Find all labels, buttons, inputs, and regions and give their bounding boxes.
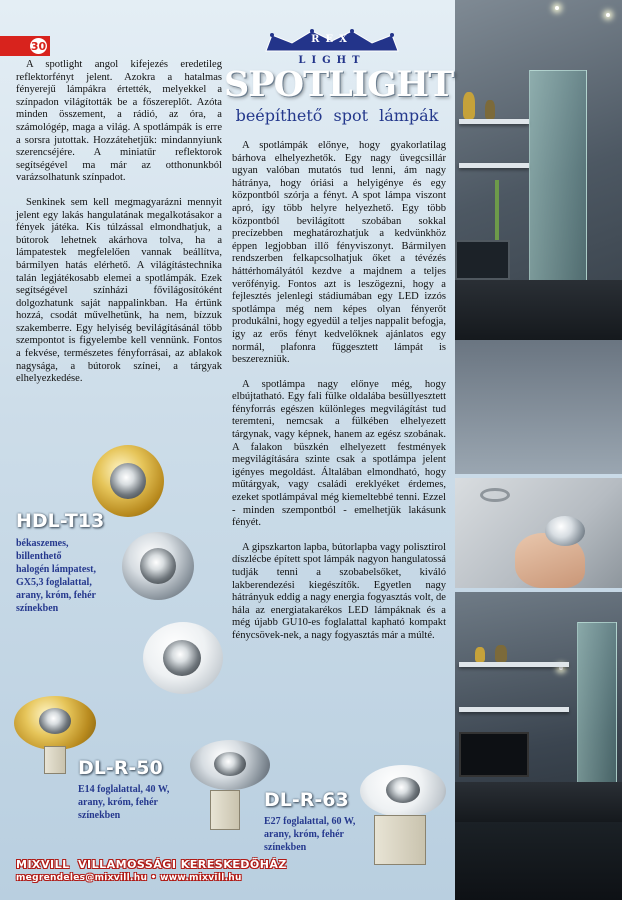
wall-shelf [459, 662, 569, 667]
page-title: SPOTLIGHT [224, 64, 454, 105]
ceiling-spotlight [606, 13, 610, 17]
product-name: DL-R-63 [264, 789, 349, 811]
tv-cabinet [455, 280, 622, 340]
lamp-white-product [143, 622, 223, 694]
lamp-white-product [360, 765, 446, 817]
lamp-gold-product [92, 445, 164, 517]
product-description: békaszemes, billenthető halogén lámpatest, GX5,3 foglalattal, arany, króm, fehér színekben [16, 538, 96, 614]
paragraph: A spotlight angol kifejezés eredetileg reflektorfényt jelent. Azokra a hatalmas fényerejű lámpákra értették, melyekkel a színpadon világították be a főszereplőt. Azóta minden összement, a rádió, az óra, a számológép, maga a világ. A spotlámpák is erre a sorsra jutottak. Hozzátehetjük: mindannyiunk szerencséjére. A miniatűr reflektorok segítségével ma már az otthonunkból varázsolhatunk színpadot. [16, 59, 222, 184]
vase [475, 647, 485, 662]
page-number: 30 [29, 37, 48, 55]
lamp-gold-product [14, 696, 96, 750]
footer-contact: megrendeles@mixvill.hu • www.mixvill.hu [16, 873, 242, 883]
interior-photo-top [455, 0, 622, 474]
brand-name: MIXVILL [16, 858, 70, 871]
paragraph: A gipszkarton lapba, bútorlapba vagy polisztirol díszlécbe épített spot lámpák nagyon hangulatossá tudják tenni a szobabelsőket, kiváló lakberendezési kiegészítők. Egyetlen nagy hátrányuk eddig a nagy energia fogyasztás volt, de hála az energiatakarékos LED lámpáknak és a még újabb GU10-es foglalattal kapható kompakt fénycsövek-nek, a nagy fogyasztás már a múlté. [232, 541, 446, 641]
lamp-socket [44, 746, 66, 774]
page-subtitle: beépíthető spot lámpák [235, 106, 439, 125]
wall-shelf [459, 707, 569, 712]
article-column-left [16, 59, 222, 398]
lamp-socket [210, 790, 240, 830]
footer-brand [16, 858, 287, 871]
wall-shelf [459, 119, 529, 124]
vase [463, 92, 475, 119]
lamp-socket [374, 815, 426, 865]
vase [495, 645, 507, 662]
brand-tagline: VILLAMOSSÁGI KERESKEDŐHÁZ [78, 858, 287, 871]
logo-text-bottom: LIGHT [298, 55, 366, 66]
product-name: HDL-T13 [16, 510, 105, 532]
interior-photo-bottom [455, 592, 622, 900]
floor [455, 822, 622, 900]
page-number-tab [0, 36, 50, 56]
vase [485, 100, 495, 119]
product-description: E14 foglalattal, 40 W, arany, króm, fehér színekben [78, 784, 170, 821]
logo-text-top: REX [311, 34, 353, 45]
spotlight-fitting [545, 516, 585, 546]
product-name: DL-R-50 [78, 757, 163, 779]
tv-cabinet [455, 782, 622, 822]
article-column-right [232, 140, 446, 655]
tv-screen [459, 732, 529, 777]
product-description: E27 foglalattal, 60 W, arany, króm, fehér színekben [264, 816, 356, 853]
paragraph: A spotlámpák előnye, hogy gyakorlatilag bárhova elhelyezhetők. Egy nagy üvegcsillár ugyan valóban mutatós tud lenni, ám nagy hátránya, hogy óriási a helyigénye és egy központból szórja a fényt. A spot lámpa viszont apró, így több helyre helyezhető. Egy több központból bevilágított szobában sokkal precízebben meghatározhatjuk a kedvünkhöz éppen legjobban illő fényviszonyt. Bármilyen rendszerben felkapcsolhatjuk őket a tévézés háttérhomályától kezdve a majdnem a teljes verőfényig. Fontos azt is leszögezni, hogy a fejlesztés jelenlegi stádiumában egy LED izzós spotlámpa még nem képes olyan fényerőt produkálni, hogy egyedül a teljes nappalit befogja, így az erős fényt kedvelőknek ajánlatos egy normál, plafonra függesztett lámpát is beszerezniük. [232, 140, 446, 366]
ceiling-spotlight [555, 6, 559, 10]
lamp-chrome-product [190, 740, 270, 790]
tv-screen [455, 240, 510, 280]
wire [480, 488, 510, 502]
paragraph: A spotlámpa nagy előnye még, hogy elbújtatható. Egy fali fülke oldalába besüllyesztett fényforrás egészen különleges megvilágítást tud teremteni, nemcsak a fülkében elhelyezett tárgynak, vagy képnek, hanem az egész szobának. A falakon büszkén elhelyezett festmények megvilágítására szinte csak a spotlámpa jelent igényes megoldást. Általában elmondható, hogy műtárgyak, vagy családi ereklyéket érdemes, ezeket spotlámpával még kiemeltebbé tenni. Ezzel - minden szempontból - emelhetjük lakásunk fényét. [232, 378, 446, 529]
floor [455, 340, 622, 474]
installation-photo [455, 478, 622, 588]
lamp-chrome-product [122, 532, 194, 600]
wall-shelf [459, 163, 529, 168]
paragraph: Senkinek sem kell megmagyarázni mennyit jelent egy lakás hangulatának megalkotásakor a fények játéka. Kis túlzással elmondhatjuk, a bútorok lehetnek akárhova tolva, ha a lámpatestek megfelelően vannak beállítva, bármilyen hatás elérhető. A világítástechnika talán legjátékosabb elemei a spotlámpák. Ezek segítségével színházi fővilágosítóként dolgozhatunk saját nappalinkban. Ha értünk hozzá, csodát művelhetünk, ha nem, bízzuk szakemberre. Egy helyiség bevilágításánál több szempontot is figyelembe kell vennünk. Fontos a fekvése, természetes fényforrásai, az ablakok nagysága, a bútorok színei, a tárgyak elhelyezkedése. [16, 196, 222, 385]
